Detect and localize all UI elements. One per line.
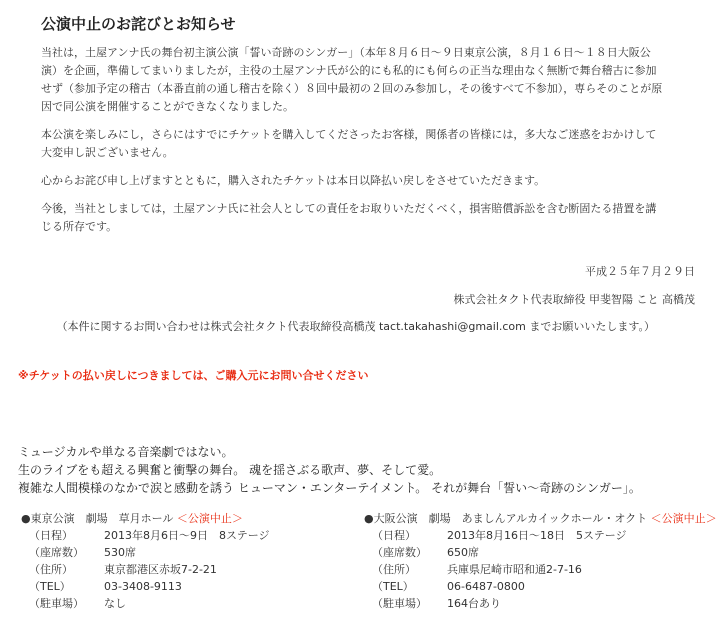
venue-row-value: なし [104, 597, 126, 610]
promo-line: 生のライブをも超える興奮と衝撃の舞台。 魂を揺さぶる歌声、夢、そして愛。 [18, 463, 442, 477]
venue-row-key: （日程） [29, 529, 73, 542]
venue-row [21, 578, 270, 595]
notice-signature: 株式会社タクト代表取締役 甲斐智陽 こと 高橋茂 [453, 293, 695, 306]
notice-date: 平成２５年７月２９日 [585, 265, 695, 278]
venue-row-value: 東京都港区赤坂7-2-21 [104, 563, 217, 576]
venue-row [364, 544, 717, 561]
venue-row [364, 578, 717, 595]
notice-paragraph: 今後，当社としましては，土屋アンナ氏に社会人としての責任をお取りいただくべく，損害賠償訴訟を含む断固たる措置を講じる所存です。 [41, 202, 657, 233]
promo-line: ミュージカルや単なる音楽劇ではない。 [18, 445, 234, 459]
venue-row-key: （住所） [29, 563, 73, 576]
promo-text [18, 443, 641, 497]
venue-row [364, 561, 717, 578]
venue-row [21, 527, 270, 544]
venue-name: ●大阪公演 劇場 あましんアルカイックホール・オクト [364, 512, 648, 525]
cancel-badge: ＜公演中止＞ [176, 512, 243, 525]
venue-row-value: 2013年8月16日〜18日 5ステージ [447, 529, 627, 542]
venue-row-key: （駐車場） [29, 597, 84, 610]
notice-paragraph: 心からお詫び申し上げますとともに，購入されたチケットは本日以降払い戻しをさせていただきます。 [41, 174, 546, 187]
venue-row [364, 595, 717, 612]
venue-row-key: （座席数） [29, 546, 84, 559]
notice-section [41, 14, 666, 246]
venue-row-value: 530席 [104, 546, 136, 559]
venue-row [21, 561, 270, 578]
venue-heading [21, 511, 270, 527]
refund-notice: ※チケットの払い戻しにつきましては、ご購入元にお問い合せください [18, 369, 369, 382]
venue-row-value: 2013年8月6日〜9日 8ステージ [104, 529, 270, 542]
venue-row-value: 164台あり [447, 597, 501, 610]
venue-row-key: （TEL） [29, 580, 71, 593]
venue-row-key: （座席数） [372, 546, 427, 559]
notice-paragraph: 本公演を楽しみにし，さらにはすでにチケットを購入してくださったお客様，関係者の皆様には，多大なご迷惑をおかけして大変申し訳ございません。 [41, 128, 657, 159]
venue-row-key: （日程） [372, 529, 416, 542]
venue-row [364, 527, 717, 544]
notice-paragraph: 当社は，土屋アンナ氏の舞台初主演公演「誓い奇跡のシンガー」（本年８月６日〜９日東京公演，８月１６日〜１８日大阪公演）を企画，準備してまいりましたが，主役の土屋アンナ氏が公的にも私的にも何らの正当な理由なく無断で舞台稽古に参加せず（参加予定の稽古（本番直前の通し稽古を除く）８回中最初の２回のみ参加し，その後すべて不参加），専らそのことが原因で同公演を開催することができなくなりました。 [41, 46, 663, 113]
venue-row-key: （駐車場） [372, 597, 427, 610]
venue-row [21, 595, 270, 612]
venue-row-value: 06-6487-0800 [447, 580, 525, 593]
contact-info: （本件に関するお問い合わせは株式会社タクト代表取締役高橋茂 tact.takahashi@gmail.com までお願いいたします。） [56, 320, 655, 333]
venue-heading [364, 511, 717, 527]
notice-title: 公演中止のお詫びとお知らせ [41, 15, 236, 33]
venue-osaka [364, 511, 717, 612]
venue-row-value: 兵庫県尼崎市昭和通2-7-16 [447, 563, 582, 576]
venue-row-value: 650席 [447, 546, 479, 559]
venue-row-key: （TEL） [372, 580, 414, 593]
venue-row-value: 03-3408-9113 [104, 580, 182, 593]
venue-row [21, 544, 270, 561]
venue-name: ●東京公演 劇場 草月ホール [21, 512, 174, 525]
venue-row-key: （住所） [372, 563, 416, 576]
venue-tokyo [21, 511, 270, 612]
cancel-badge: ＜公演中止＞ [650, 512, 717, 525]
promo-line: 複雑な人間模様のなかで涙と感動を誘う ヒューマン・エンターテイメント。 それが舞台「誓い〜奇跡のシンガー」。 [18, 481, 641, 495]
